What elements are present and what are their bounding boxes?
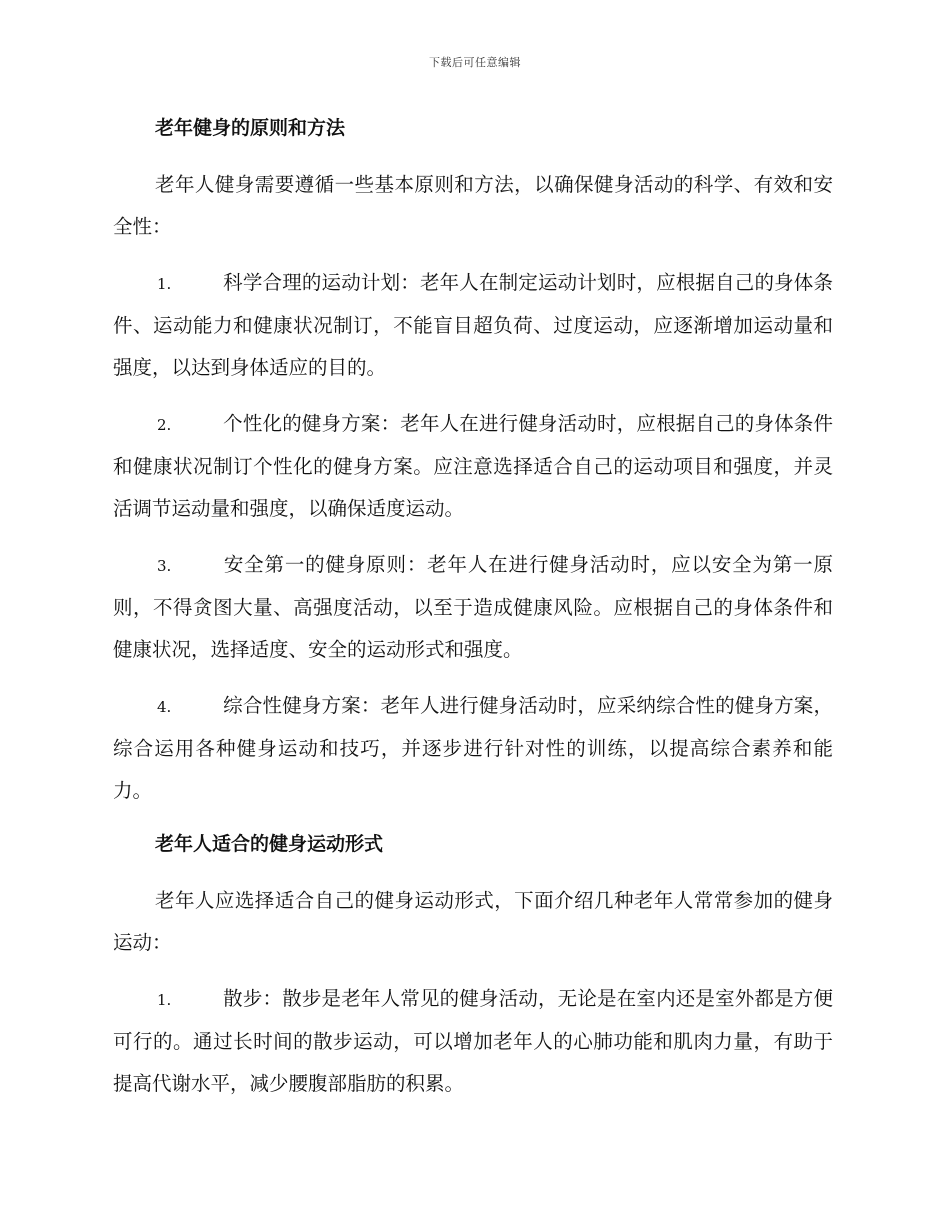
- list-item-text: 安全第一的健身原则：老年人在进行健身活动时，应以安全为第一原则，不得贪图大量、高强度活动，以至于造成健康风险。应根据自己的身体条件和健康状况，选择适度、安全的运动形式和强度。: [113, 553, 833, 661]
- list-number: 3.: [157, 557, 172, 575]
- list-item-text: 科学合理的运动计划：老年人在制定运动计划时，应根据自己的身体条件、运动能力和健康状况制订，不能盲目超负荷、过度运动，应逐渐增加运动量和强度，以达到身体适应的目的。: [113, 271, 833, 379]
- section-heading: 老年健身的原则和方法: [155, 117, 346, 139]
- list-item-text: 个性化的健身方案：老年人在进行健身活动时，应根据自己的身体条件和健康状况制订个性化的健身方案。应注意选择适合自己的运动项目和强度，并灵活调节运动量和强度，以确保适度运动。: [113, 412, 833, 520]
- list-number: 1.: [157, 275, 172, 293]
- section-intro: 老年人健身需要遵循一些基本原则和方法，以确保健身活动的科学、有效和安全性：: [113, 173, 833, 238]
- list-number: 1.: [157, 991, 172, 1009]
- list-item: [113, 685, 833, 812]
- section-heading: 老年人适合的健身运动形式: [155, 833, 384, 855]
- list-item: [113, 978, 833, 1105]
- document-body: [113, 110, 833, 1119]
- list-item-text: 综合性健身方案：老年人进行健身活动时，应采纳综合性的健身方案，综合运用各种健身运动和技巧，并逐步进行针对性的训练，以提高综合素养和能力。: [113, 694, 833, 802]
- list-item: [113, 544, 833, 671]
- list-number: 2.: [157, 416, 172, 434]
- list-number: 4.: [157, 698, 172, 716]
- list-item: [113, 262, 833, 389]
- list-item: [113, 403, 833, 530]
- section-intro: 老年人应选择适合自己的健身运动形式，下面介绍几种老年人常常参加的健身运动：: [113, 889, 833, 954]
- page-header: 下载后可任意编辑: [429, 56, 521, 69]
- list-item-text: 散步：散步是老年人常见的健身活动，无论是在室内还是室外都是方便可行的。通过长时间的散步运动，可以增加老年人的心肺功能和肌肉力量，有助于提高代谢水平，减少腰腹部脂肪的积累。: [113, 987, 833, 1095]
